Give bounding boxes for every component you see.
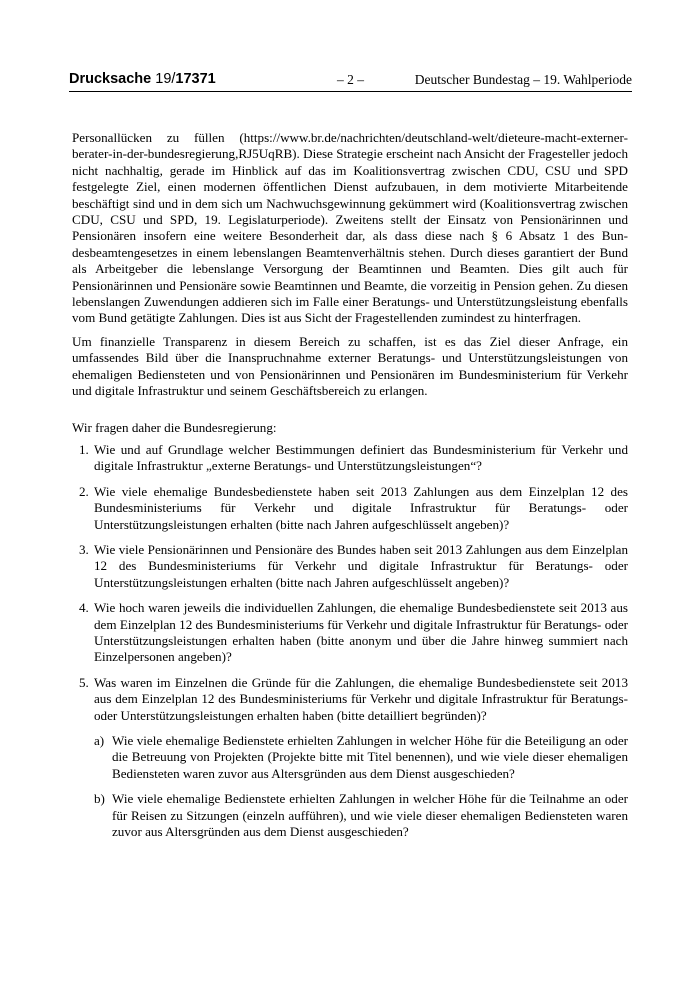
question-item [72,675,628,724]
institution-label: Deutscher Bundestag – 19. Wahlperiode [414,72,632,87]
question-text: Was waren im Einzelnen die Gründe für die Zahlungen, die ehemalige Bundesbedienstete seit 2013 aus dem Einzelplan 12 des Bundesministeriums für Verkehr und digitale Infrastruktur für Beratungs- oder Unterstützungsleistungen erhalten haben (bitte detailliert begründen)? [94,674,628,723]
question-item [72,484,628,533]
paragraph: Personallücken zu füllen (https://www.br.de/nachrichten/deutschland-welt/dieteure-macht-externer-berater-in-der-bundesregierung,RJ5UqRB). Diese Strategie erscheint nach Ansicht der Fragesteller jedoch nicht nachhaltig, gerade im Hinblick auf das im Koalitionsvertrag zwischen CDU, CSU und SPD festgelegte Ziel, einen modernen öffentlichen Dienst aufzubauen, in dem motivierte Mitarbeitende beschäftigt sind und in dem sich um Nachwuchsgewinnung gekümmert wird (Koalitionsvertrag zwischen CDU, CSU und SPD, 19. Legislaturperiode). Zweitens stellt der Einsatz von Pensionärinnen und Pensionären insofern eine weitere Besonderheit dar, als dass diese nach § 6 Absatz 1 des Bundesbeamtengesetzes in einem lebenslangen Beamtenverhältnis stehen. Durch dieses garantiert der Bund als Arbeitgeber die lebenslange Versorgung der Beamtinnen und Beamten. Dies gilt auch für Pensionärinnen und Pensionäre sowie Beamtinnen und Beamte, die vorzeitig in Pension gehen. Zu diesen lebenslangen Zuwendungen addieren sich im Falle einer Beratungs- und Unterstützungsleistung ebenfalls vom Bund getätigte Zahlungen. Dies ist aus Sicht der Fragestellenden zumindest zu hinterfragen. [72,130,628,326]
question-number: 5. [79,674,89,690]
paragraph: Um finanzielle Transparenz in diesem Bereich zu schaffen, ist es das Ziel dieser Anfrage, ein umfassendes Bild über die Inanspruchnahme externer Beratungs- und Unterstützungsleistungen von ehemaligen Bediensteten und von Pensionärinnen und Pensionären im Bundesministerium für Verkehr und digitale Infrastruktur und seinem Geschäftsbereich zu erlangen. [72,333,628,399]
doc-label: Drucksache [69,71,152,87]
question-item [72,600,628,666]
question-intro: Wir fragen daher die Bundesregierung: [72,419,277,435]
question-text: Wie hoch waren jeweils die individuellen Zahlungen, die ehemalige Bundesbedienstete seit 2013 aus dem Einzelplan 12 des Bundesministeriums für Verkehr und digitale Infrastruktur für Beratungs- oder Unterstützungsleistungen erhalten haben (bitte anonym und über die Jahre hinweg summiert nach Einzelpersonen angeben)? [94,600,628,665]
question-item [72,442,628,475]
subquestion-text: Wie viele ehemalige Bedienstete erhielten Zahlungen in welcher Höhe für die Teilnahme an oder für Reisen zu Sitzungen (einzeln aufführen), und wie viele dieser ehemaligen Bediensteten waren zuvor aus Altersgründen aus dem Dienst ausgeschieden? [112,791,628,840]
question-number: 4. [79,600,89,616]
subquestion-item [72,733,628,782]
subquestion-letter: b) [94,791,105,807]
page-header [69,71,632,91]
question-text: Wie viele Pensionärinnen und Pensionäre des Bundes haben seit 2013 Zahlungen aus dem Einzelplan 12 des Bundesministeriums für Verkehr und digitale Infrastruktur für Beratungs- oder Unterstützungsleistungen erhalten (bitte nach Jahren aufgeschlüsselt angeben)? [94,541,628,590]
subquestion-text: Wie viele ehemalige Bedienstete erhielten Zahlungen in welcher Höhe für die Beteiligung an oder die Betreuung von Projekten (Projekte bitte mit Titel benennen), und wie viele dieser ehemaligen Bediensteten waren zuvor aus Altersgründen aus dem Dienst ausgeschieden? [112,733,628,781]
question-item [72,542,628,591]
doc-number-prefix: 19/ [155,71,176,87]
document-number [69,71,216,87]
page-number: – 2 – [337,72,364,87]
question-text: Wie und auf Grundlage welcher Bestimmungen definiert das Bundesministerium für Verkehr und digitale Infrastruktur „externe Beratungs- und Unterstützungsleistungen“? [94,441,628,474]
subquestion-item [72,791,628,840]
question-number: 1. [79,441,89,457]
document-body [72,130,628,849]
question-text: Wie viele ehemalige Bundesbedienstete haben seit 2013 Zahlungen aus dem Einzelplan 12 des Bundesministeriums für Verkehr und digitale Infrastruktur für Beratungs- oder Unterstützungsleistungen erhalten (bitte nach Jahren aufgeschlüsselt angeben)? [94,483,628,532]
doc-number-suffix: 17371 [175,71,216,87]
header-rule [69,91,632,92]
subquestion-letter: a) [94,733,105,748]
question-number: 2. [79,483,89,499]
question-number: 3. [79,541,89,557]
